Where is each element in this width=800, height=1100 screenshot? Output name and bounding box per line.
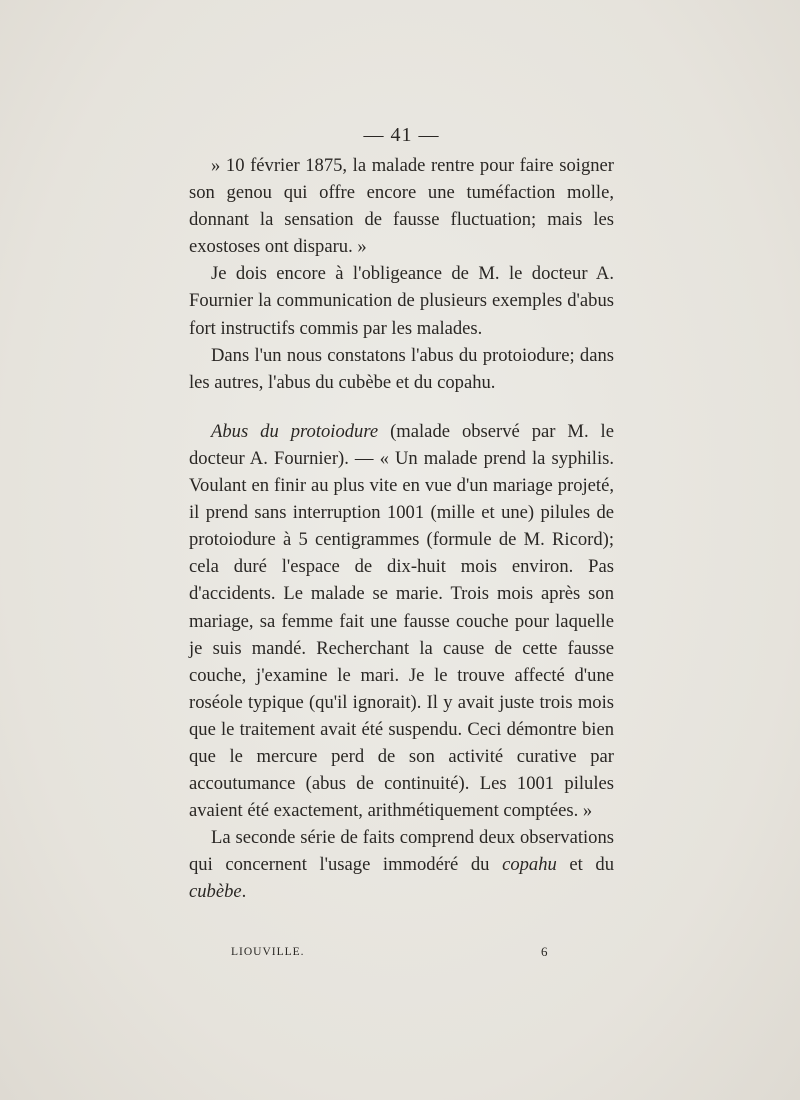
signature-mark: LIOUVILLE. <box>231 946 305 958</box>
paragraph-5-mid: et du <box>556 854 614 876</box>
section-heading: Abus du protoiodure <box>211 420 379 442</box>
paragraph-5-start: La seconde série de faits comprend deux observations qui concernent l'usage immodéré du <box>189 827 614 876</box>
term-cubebe: cubèbe <box>189 881 242 903</box>
sheet-number: 6 <box>541 944 549 959</box>
paragraph-4-body: (malade observé par M. le docteur A. Fournier). — « Un malade prend la syphilis. Voulant en finir au plus vite en vue d'un mariage projeté, il prend sans interruption 1001 (mille et une) pilules de protoiodure à 5 centigrammes (formule de M. Ricord); cela duré l'espace de dix-huit mois environ. Pas d'accidents. Le malade se marie. Trois mois après son mariage, sa femme fait une fausse couche pour laquelle je suis mandé. Recherchant la cause de cette fausse couche, j'examine le mari. Je le trouve affecté d'une roséole typique (qu'il ignorait). Il y avait juste trois mois que le traitement avait été suspendu. Ceci démontre bien que le mercure perd de son activité curative par accoutumance (abus de continuité). Les 1001 pilules avaient été exactement, arithmétiquement comptées. » <box>189 420 614 822</box>
paragraph-3: Dans l'un nous constatons l'abus du protoiodure; dans les autres, l'abus du cubèbe et du copahu. <box>189 344 614 393</box>
paragraph-4 <box>189 418 614 824</box>
text-block <box>189 120 614 906</box>
paragraph-1: » 10 février 1875, la malade rentre pour faire soigner son genou qui offre encore une tuméfaction molle, donnant la sensation de fausse fluctuation; mais les exostoses ont disparu. » <box>189 155 614 258</box>
paragraph-5-end: . <box>241 881 247 903</box>
paragraph-5 <box>189 824 614 905</box>
page-number: — 41 — <box>363 124 440 146</box>
paragraph-2: Je dois encore à l'obligeance de M. le docteur A. Fournier la communication de plusieurs exemples d'abus fort instructifs commis par les malades. <box>189 263 614 339</box>
term-copahu: copahu <box>502 854 557 876</box>
